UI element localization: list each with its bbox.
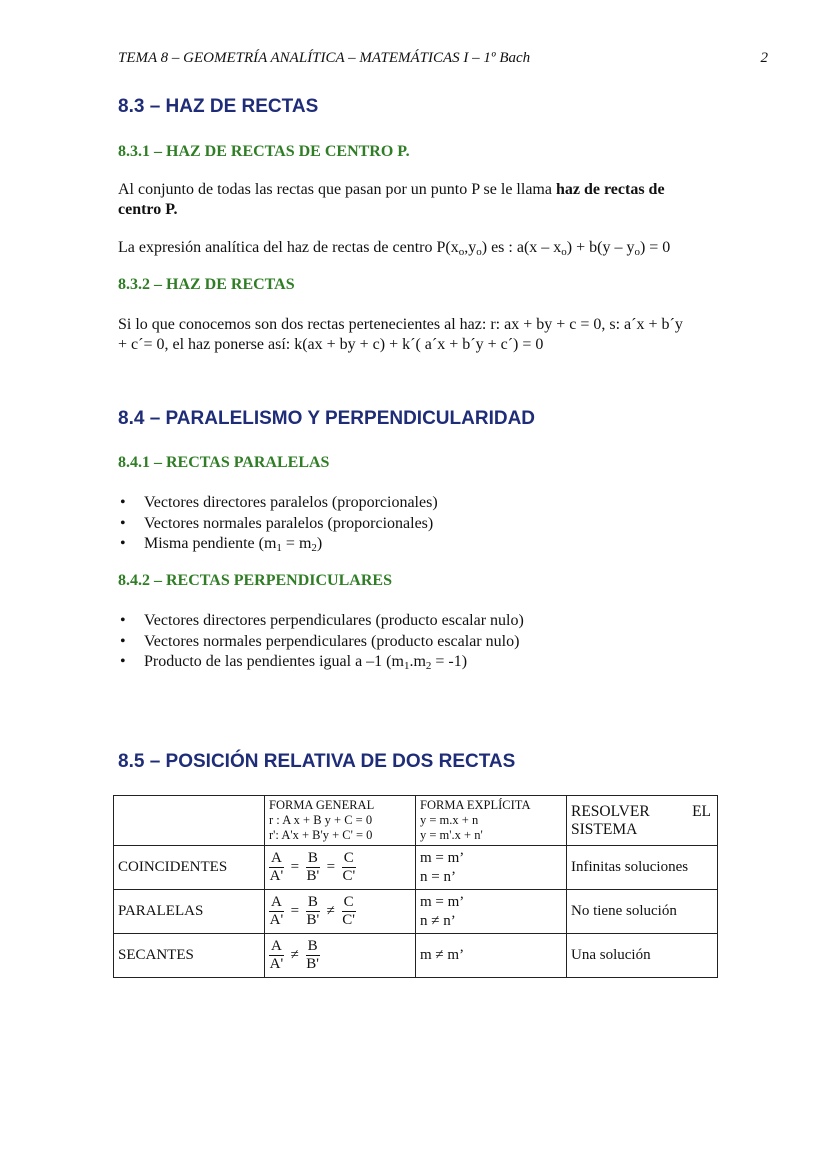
section-8-3-2-title: 8.3.2 – HAZ DE RECTAS [118, 276, 295, 293]
list-item: • Vectores normales perpendiculares (producto escalar nulo) [118, 632, 524, 653]
row-label-paralelas: PARALELAS [114, 890, 265, 934]
parallel-list [118, 493, 438, 559]
table-row [114, 846, 718, 890]
table-header-explicit: FORMA EXPLÍCITA y = m.x + n y = m'.x + n' [416, 796, 567, 846]
row-label-secantes: SECANTES [114, 934, 265, 978]
table-header-resolver: RESOLVER EL SISTEMA [567, 796, 718, 846]
relative-position-table [113, 795, 718, 978]
header-title: TEMA 8 – GEOMETRÍA ANALÍTICA – MATEMÁTICAS I – 1º Bach [118, 50, 531, 66]
section-8-3-title: 8.3 – HAZ DE RECTAS [118, 96, 319, 117]
section-8-4-title: 8.4 – PARALELISMO Y PERPENDICULARIDAD [118, 408, 536, 429]
perpendicular-list [118, 611, 524, 677]
row-label-coincidentes: COINCIDENTES [114, 846, 265, 890]
section-8-4-2-title: 8.4.2 – RECTAS PERPENDICULARES [118, 572, 392, 589]
cell-solution-coincidentes: Infinitas soluciones [567, 846, 718, 890]
cell-explicit-secantes: m ≠ m’ [416, 934, 567, 978]
list-item: • Misma pendiente $(m_1 = m_2)$ [118, 534, 438, 559]
page-number: 2 [760, 50, 768, 66]
cell-fraction-secantes: $\frac{A}{A'}$ ≠ $\frac{B}{B'}$ [265, 934, 416, 978]
list-item: • Producto de las pendientes igual a –1 $(m_1.m_2 = -1)$ [118, 652, 524, 677]
cell-solution-paralelas: No tiene solución [567, 890, 718, 934]
list-item: • Vectores directores paralelos (proporcionales) [118, 493, 438, 514]
cell-solution-secantes: Una solución [567, 934, 718, 978]
table-row [114, 890, 718, 934]
section-8-3-1-title: 8.3.1 – HAZ DE RECTAS DE CENTRO P. [118, 143, 410, 160]
cell-fraction-paralelas: $\frac{A}{A'}$ = $\frac{B}{B'}$ ≠ $\frac{C}{C'}$ [265, 890, 416, 934]
table-row [114, 934, 718, 978]
paragraph-expresion-analitica: La expresión analítica del haz de rectas de centro $P(x_o,y_o)$ es : $a(x - x_o) + b(y - y_o) = 0$ [118, 239, 671, 258]
paragraph-haz-centro: Al conjunto de todas las rectas que pasan por un punto P se le llama haz de rectas de centro P. [118, 181, 665, 218]
list-item: • Vectores directores perpendiculares (producto escalar nulo) [118, 611, 524, 632]
paragraph-haz-dos-rectas: Si lo que conocemos son dos rectas pertenecientes al haz: r: ax + by + c = 0, s: a´x + b´y + c´= 0, el haz ponerse así: k(ax + by + c) + k´( a´x + b´y + c´) = 0 [118, 316, 683, 353]
list-item: • Vectores normales paralelos (proporcionales) [118, 514, 438, 535]
table-header-general: FORMA GENERAL r : A x + B y + C = 0 r': A'x + B'y + C' = 0 [265, 796, 416, 846]
table-header-row [114, 796, 718, 846]
running-header [118, 50, 768, 67]
cell-explicit-paralelas: m = m’ n ≠ n’ [416, 890, 567, 934]
cell-explicit-coincidentes: m = m’ n = n’ [416, 846, 567, 890]
section-8-5-title: 8.5 – POSICIÓN RELATIVA DE DOS RECTAS [118, 751, 516, 772]
table-cell-empty [114, 796, 265, 846]
section-8-4-1-title: 8.4.1 – RECTAS PARALELAS [118, 454, 330, 471]
cell-fraction-coincidentes: $\frac{A}{A'}$ = $\frac{B}{B'}$ = $\frac{C}{C'}$ [265, 846, 416, 890]
